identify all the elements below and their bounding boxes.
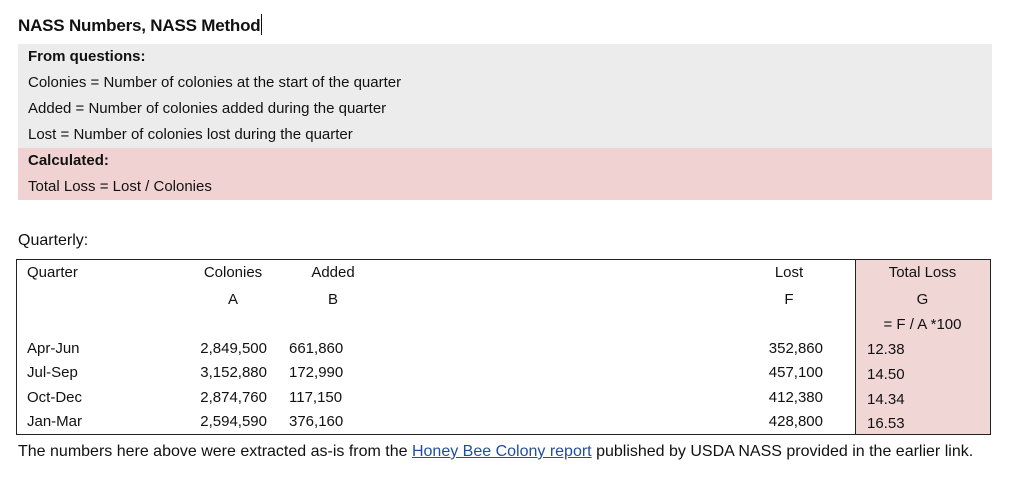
table-cell-lost: 412,380	[768, 389, 823, 406]
quarterly-label: Quarterly:	[18, 232, 89, 249]
header-colonies: Colonies	[203, 264, 263, 281]
table-cell-quarter: Apr-Jun	[27, 340, 80, 357]
calculated-header: Calculated:	[28, 152, 109, 169]
document-title-text: NASS Numbers, NASS Method	[18, 16, 261, 35]
table-cell-lost: 352,860	[768, 340, 823, 357]
questions-section	[18, 44, 992, 148]
header-added: Added	[311, 264, 355, 281]
table-cell-colonies: 2,849,500	[200, 340, 267, 357]
table-cell-total-loss: 14.50	[867, 366, 905, 383]
table-cell-added: 172,990	[289, 364, 344, 381]
definition-colonies: Colonies = Number of colonies at the start of the quarter	[28, 74, 402, 91]
table-cell-quarter: Jul-Sep	[27, 364, 78, 381]
table-cell-total-loss: 12.38	[867, 341, 905, 358]
header-lost: Lost	[774, 264, 804, 281]
subheader-total-loss: G	[916, 291, 929, 308]
table-cell-colonies: 3,152,880	[200, 364, 267, 381]
questions-header: From questions:	[28, 48, 146, 65]
subheader-lost: F	[784, 291, 794, 308]
header-quarter: Quarter	[27, 264, 78, 281]
header-total-loss: Total Loss	[888, 264, 957, 281]
definition-total-loss: Total Loss = Lost / Colonies	[28, 178, 212, 195]
honey-bee-colony-report-link[interactable]: Honey Bee Colony report	[411, 443, 592, 460]
table-cell-colonies: 2,594,590	[200, 413, 267, 430]
table-cell-quarter: Oct-Dec	[27, 389, 83, 406]
table-cell-total-loss: 14.34	[867, 391, 905, 408]
table-cell-added: 117,150	[289, 389, 343, 406]
table-cell-lost: 457,100	[768, 364, 823, 381]
table-cell-total-loss: 16.53	[867, 415, 905, 432]
document-title	[18, 14, 262, 36]
total-loss-formula: = F / A *100	[883, 316, 962, 333]
footnote-text-before: The numbers here above were extracted as-is from the	[18, 443, 412, 460]
calculated-section	[18, 148, 992, 200]
text-cursor	[261, 14, 262, 35]
table-cell-added: 376,160	[289, 413, 344, 430]
footnote	[18, 439, 1008, 464]
table-cell-colonies: 2,874,760	[200, 389, 267, 406]
quarterly-table	[16, 259, 991, 435]
subheader-added: B	[327, 291, 338, 308]
definition-added: Added = Number of colonies added during the quarter	[28, 100, 387, 117]
table-cell-lost: 428,800	[768, 413, 823, 430]
table-cell-added: 661,860	[289, 340, 344, 357]
definition-lost: Lost = Number of colonies lost during the quarter	[28, 126, 353, 143]
footnote-text-after: published by USDA NASS provided in the earlier link.	[591, 443, 974, 460]
subheader-colonies: A	[227, 291, 238, 308]
table-cell-quarter: Jan-Mar	[27, 413, 83, 430]
